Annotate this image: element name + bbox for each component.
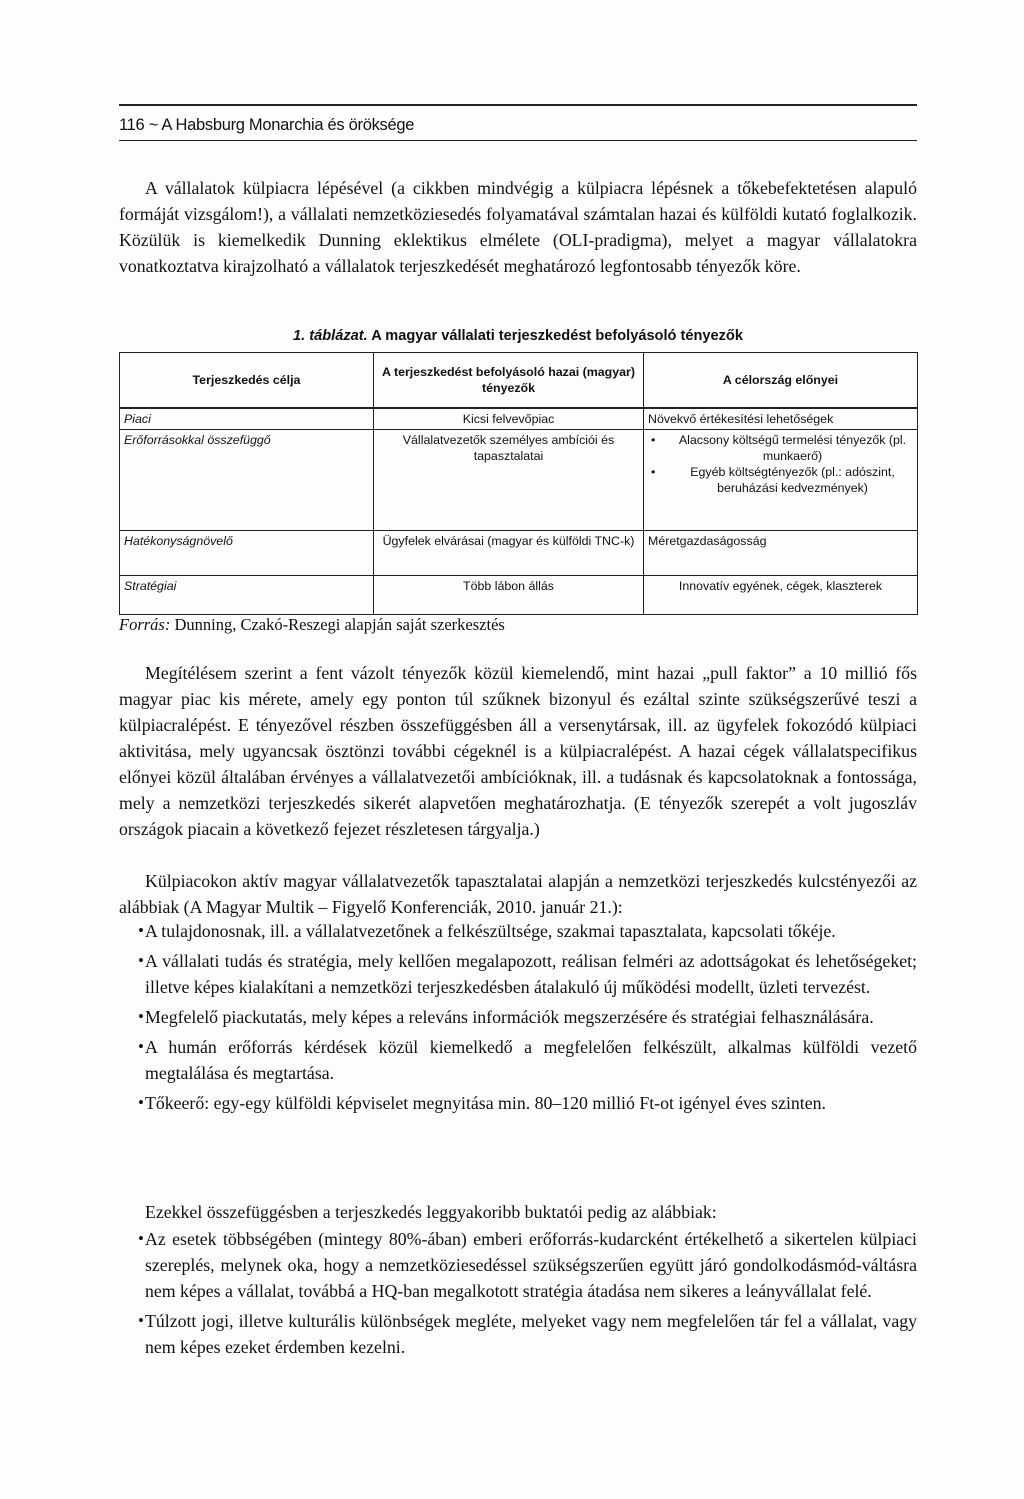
- cell-goal: Hatékonyságnövelő: [120, 531, 374, 576]
- header-text: [119, 116, 414, 135]
- bullet-icon: [138, 1004, 144, 1030]
- cell-advantage: Növekvő értékesítési lehetőségek: [644, 408, 918, 430]
- cell-goal: Erőforrásokkal összefüggő: [120, 430, 374, 531]
- table-caption-number: 1. táblázat.: [293, 328, 368, 344]
- bullet-icon: [138, 1308, 144, 1334]
- list-item: [119, 1090, 917, 1116]
- cell-domestic: Több lábon állás: [374, 576, 644, 615]
- paragraph-3: Külpiacokon aktív magyar vállalatvezetők tapasztalatai alapján a nemzetközi terjeszkedés kulcstényezői az alábbiak (A Magyar Multik – Figyelő Konferenciák, 2010. január 21.):: [119, 871, 917, 917]
- list-item: [119, 1308, 917, 1360]
- cell-advantages: [644, 430, 918, 531]
- list-item: • Alacsony költségű termelési tényezők (pl. munkaerő): [648, 432, 913, 464]
- bullet-icon: [138, 918, 144, 944]
- factors-table: [119, 352, 918, 615]
- table-row: [120, 408, 918, 430]
- book-title: A Habsburg Monarchia és öröksége: [161, 116, 415, 134]
- table-row: [120, 430, 918, 531]
- source-text: Dunning, Czakó-Reszegi alapján saját szerkesztés: [174, 615, 505, 634]
- paragraph-4: Ezekkel összefüggésben a terjeszkedés leggyakoribb buktatói pedig az alábbiak:: [145, 1202, 717, 1222]
- table-header-row: [120, 353, 918, 409]
- key-factor-text: A humán erőforrás kérdések közül kiemelkedő a megfelelően felkészült, alkalmas külföldi vezető megtalálása és megtartása.: [145, 1037, 917, 1083]
- bullet-icon: [138, 1034, 144, 1060]
- list-item: [119, 1226, 917, 1304]
- list-item: [119, 948, 917, 1000]
- paragraph-2: Megítélésem szerint a fent vázolt tényezők közül kiemelendő, mint hazai „pull faktor” a 10 millió fős magyar piac kis mérete, amely egy ponton túl szűknek bizonyul és ezáltal szinte szükségszerűvé teszi a külpiacralépést. E tényezővel részben összefüggésben áll a versenytársak, ill. az ügyfelek fokozódó külpiaci aktivitása, mely ugyancsak ösztönzi további cégeknél is a külpiacralépést. A hazai cégek vállalatspecifikus előnyei közül általában érvényes a vállalatvezetői ambícióknak, ill. a tudásnak és kapcsolatoknak a fontossága, mely a nemzetközi terjeszkedés sikerét alapvetően meghatározhatja. (E tényezők szerepét a volt jugoszláv országok piacain a következő fejezet részletesen tárgyalja.): [119, 663, 917, 839]
- cell-goal: Piaci: [120, 408, 374, 430]
- table-caption-text: A magyar vállalati terjeszkedést befolyásoló tényezők: [371, 328, 743, 344]
- intro-paragraph: A vállalatok külpiacra lépésével (a cikkben mindvégig a külpiacra lépésnek a tőkebefektetésen alapuló formáját vizsgálom!), a vállalati nemzetköziesedés folyamatával számtalan hazai és külföldi kutató foglalkozik. Közülük is kiemelkedik Dunning eklektikus elmélete (OLI-pradigma), melyet a magyar vállalatokra vonatkoztatva kirajzolható a vállalatok terjeszkedését meghatározó legfontosabb tényezők köre.: [119, 178, 917, 276]
- key-factor-text: Tőkeerő: egy-egy külföldi képviselet megnyitása min. 80–120 millió Ft-ot igényel éves szinten.: [145, 1093, 826, 1113]
- pitfalls-list: [119, 1226, 917, 1360]
- table-row: [120, 531, 918, 576]
- list-item: [119, 1034, 917, 1086]
- running-header: [119, 104, 917, 141]
- advantages-list: [648, 432, 913, 496]
- header-target-advantages: A célország előnyei: [644, 353, 918, 409]
- header-goal: Terjeszkedés célja: [120, 353, 374, 409]
- source-label: Forrás:: [119, 615, 171, 634]
- pitfall-text: Túlzott jogi, illetve kulturális különbségek megléte, melyeket vagy nem megfelelően tár fel a vállalat, vagy nem képes ezeket érdemben kezelni.: [145, 1311, 917, 1357]
- page-number: 116: [119, 116, 145, 134]
- cell-goal: Stratégiai: [120, 576, 374, 615]
- list-item: • Egyéb költségtényezők (pl.: adószint, beruházási kedvezmények): [648, 464, 913, 496]
- cell-domestic: Kicsi felvevőpiac: [374, 408, 644, 430]
- table-source: [119, 615, 505, 635]
- cell-advantage: Innovatív egyének, cégek, klaszterek: [644, 576, 918, 615]
- header-domestic-factors: A terjeszkedést befolyásoló hazai (magyar) tényezők: [374, 353, 644, 409]
- bullet-icon: [138, 1226, 144, 1252]
- bullet-icon: [138, 948, 144, 974]
- table-caption: [119, 328, 917, 344]
- pitfall-text: Az esetek többségében (mintegy 80%-ában) emberi erőforrás-kudarcként értékelhető a sikertelen külpiaci szereplés, melynek oka, hogy a nemzetköziesedéssel szükségszerűen együtt járó gondolkodásmód-váltásra nem képes a vállalat, továbbá a HQ-ban megalkotott stratégia átadása nem sikeres a leányvállalat felé.: [145, 1229, 917, 1301]
- key-factors-list: [119, 918, 917, 1116]
- key-factor-text: Megfelelő piackutatás, mely képes a releváns információk megszerzésére és stratégiai felhasználására.: [145, 1007, 874, 1027]
- table-row: [120, 576, 918, 615]
- key-factor-text: A vállalati tudás és stratégia, mely kellően megalapozott, reálisan felméri az adottságokat és lehetőségeket; illetve képes kialakítani a nemzetközi terjeszkedésben átalakuló új működési modellt, üzleti tervezést.: [145, 951, 917, 997]
- cell-advantage: Méretgazdaságosság: [644, 531, 918, 576]
- bullet-icon: [138, 1090, 144, 1116]
- list-item: [119, 1004, 917, 1030]
- key-factor-text: A tulajdonosnak, ill. a vállalatvezetőnek a felkészültsége, szakmai tapasztalata, kapcsolati tőkéje.: [145, 921, 836, 941]
- cell-domestic: Ügyfelek elvárásai (magyar és külföldi TNC-k): [374, 531, 644, 576]
- list-item: [119, 918, 917, 944]
- header-separator: ~: [148, 116, 159, 134]
- cell-domestic: Vállalatvezetők személyes ambíciói és tapasztalatai: [374, 430, 644, 531]
